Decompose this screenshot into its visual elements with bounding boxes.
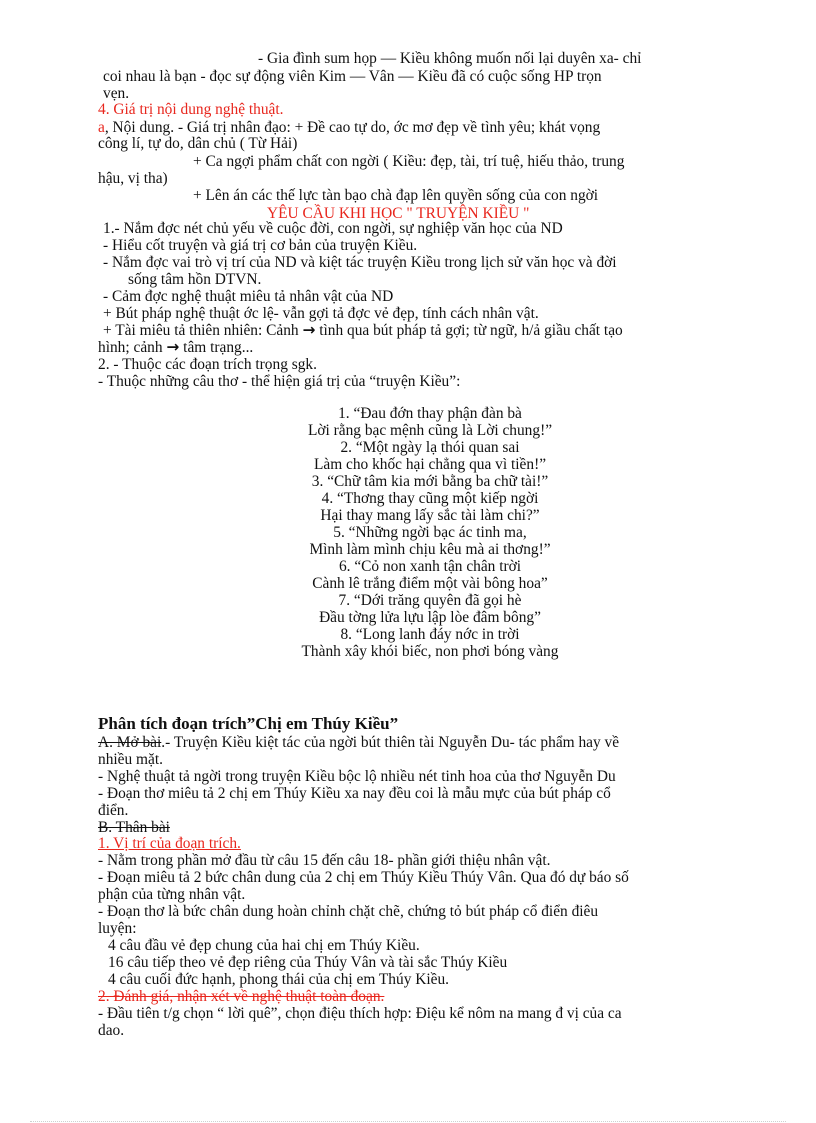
poem-line: Làm cho khốc hại chẳng qua vì tiền!” (313, 456, 547, 474)
text-line: - Đoạn thơ là bức chân dung hoàn chỉnh chặt chẽ, chứng tỏ bút pháp cổ điển điêu (98, 903, 599, 920)
poem-line: 2. “Một ngày lạ thói quan sai (340, 439, 520, 457)
text-line (98, 339, 253, 356)
text-line: - Gia đình sum họp — Kiều không muốn nối lại duyên xa- chỉ (258, 50, 642, 67)
text-line: luyện: (98, 920, 137, 937)
arrow-icon: → (166, 338, 180, 356)
text-line: - Cảm đợc nghệ thuật miêu tả nhân vật của ND (103, 288, 394, 305)
section-label: A. Mở bài (98, 734, 162, 751)
text-span: hình; cảnh (98, 339, 163, 356)
text-span: + Tài miêu tả thiên nhiên: Cảnh (103, 322, 299, 339)
text-span: tình qua bút pháp tả gợi; từ ngữ, h/ả giầu chất tạo (319, 322, 623, 339)
poem-line: 4. “Thơng thay cũng một kiếp ngời (321, 490, 539, 508)
poem-line: 5. “Những ngời bạc ác tinh ma, (333, 524, 527, 542)
text-line (103, 322, 623, 339)
text-span: tâm trạng... (183, 339, 254, 356)
text-line: 4 câu cuối đức hạnh, phong thái của chị em Thúy Kiều. (108, 971, 449, 988)
text-line: nhiều mặt. (98, 751, 163, 768)
section-label: B. Thân bài (98, 819, 170, 836)
text-line: - Đầu tiên t/g chọn “ lời quê”, chọn điệu thích hợp: Điệu kể nôm na mang đ vị của ca (98, 1005, 622, 1022)
text-line: phận của từng nhân vật. (98, 886, 246, 903)
text-line (98, 119, 600, 136)
section-heading: 2. Đánh giá, nhận xét về nghệ thuật toàn đoạn. (98, 988, 385, 1005)
page-border (30, 1121, 786, 1122)
text-line: điển. (98, 802, 129, 819)
text-line: 16 câu tiếp theo vẻ đẹp riêng của Thúy Vân và tài sắc Thúy Kiều (108, 954, 508, 971)
text-line: - Đoạn miêu tả 2 bức chân dung của 2 chị em Thúy Kiều Thúy Vân. Qua đó dự báo số (98, 869, 629, 886)
text-span: , Nội dung. - Giá trị nhân đạo: + Đề cao tự do, ớc mơ đẹp về tình yêu; khát vọng (104, 119, 601, 136)
text-line: coi nhau là bạn - đọc sự động viên Kim — Vân — Kiều đã có cuộc sống HP trọn (103, 68, 602, 85)
poem-line: 3. “Chữ tâm kia mới bằng ba chữ tài!” (311, 473, 549, 491)
text-line: dao. (98, 1022, 125, 1039)
poem-line: Lời rằng bạc mệnh cũng là Lời chung!” (307, 422, 553, 440)
item-letter: a (98, 119, 105, 136)
poem-line: 8. “Long lanh đáy nớc in trời (340, 626, 520, 644)
section-heading: 1. Vị trí của đoạn trích. (98, 835, 241, 852)
poem-line: 7. “Dới trăng quyên đã gọi hè (338, 592, 522, 610)
text-line: công lí, tự do, dân chủ ( Từ Hải) (98, 135, 298, 152)
poem-line: Đầu tờng lửa lựu lập lòe đâm bông” (319, 609, 541, 627)
text-line (98, 734, 619, 751)
poem-line: Thành xây khói biếc, non phơi bóng vàng (301, 643, 559, 661)
text-line: - Nắm đợc vai trò vị trí của ND và kiệt tác truyện Kiều trong lịch sử văn học và đời (103, 254, 617, 271)
poem-line: 6. “Cỏ non xanh tận chân trời (338, 558, 522, 576)
text-line: 2. - Thuộc các đoạn trích trọng sgk. (98, 356, 317, 373)
text-line: - Hiểu cốt truyện và giá trị cơ bản của truyện Kiều. (103, 237, 418, 254)
section-heading: 4. Giá trị nội dung nghệ thuật. (98, 101, 284, 118)
text-line: + Bút pháp nghệ thuật ớc lệ- vẫn gợi tả đợc vẻ đẹp, tính cách nhân vật. (103, 305, 539, 322)
poem-line: 1. “Đau đớn thay phận đàn bà (338, 405, 522, 423)
text-line: - Nằm trong phần mở đầu từ câu 15 đến câu 18- phần giới thiệu nhân vật. (98, 852, 551, 869)
poem-line: Hại thay mang lấy sắc tài làm chi?” (320, 507, 540, 525)
poem-line: Cành lê trắng điểm một vài bông hoa” (312, 575, 548, 593)
text-line: sống tâm hồn DTVN. (128, 271, 262, 288)
poem-line: Mình làm mình chịu kêu mà ai thơng!” (309, 541, 551, 559)
text-line: - Thuộc những câu thơ - thể hiện giá trị của “truyện Kiều”: (98, 373, 461, 390)
text-line: 1.- Nắm đợc nét chủ yếu về cuộc đời, con ngời, sự nghiệp văn học của ND (103, 220, 563, 237)
arrow-icon: → (302, 321, 316, 339)
section-title: YÊU CẦU KHI HỌC " TRUYỆN KIỀU " (267, 205, 530, 222)
text-span: .- Truyện Kiều kiệt tác của ngời bút thiên tài Nguyễn Du- tác phẩm hay về (161, 734, 620, 751)
text-line: + Ca ngợi phẩm chất con ngời ( Kiều: đẹp, tài, trí tuệ, hiếu thảo, trung (193, 153, 625, 170)
text-line: + Lên án các thế lực tàn bạo chà đạp lên quyền sống của con ngời (193, 187, 599, 204)
text-line: 4 câu đầu vẻ đẹp chung của hai chị em Thúy Kiều. (108, 937, 420, 954)
text-line: hậu, vị tha) (98, 170, 168, 187)
text-line: - Đoạn thơ miêu tả 2 chị em Thúy Kiều xa nay đều coi là mẫu mực của bút pháp cổ (98, 785, 611, 802)
text-line: vẹn. (103, 85, 130, 102)
analysis-title: Phân tích đoạn trích”Chị em Thúy Kiều” (98, 714, 399, 733)
text-line: - Nghệ thuật tả ngời trong truyện Kiều bộc lộ nhiều nét tinh hoa của thơ Nguyễn Du (98, 768, 616, 785)
